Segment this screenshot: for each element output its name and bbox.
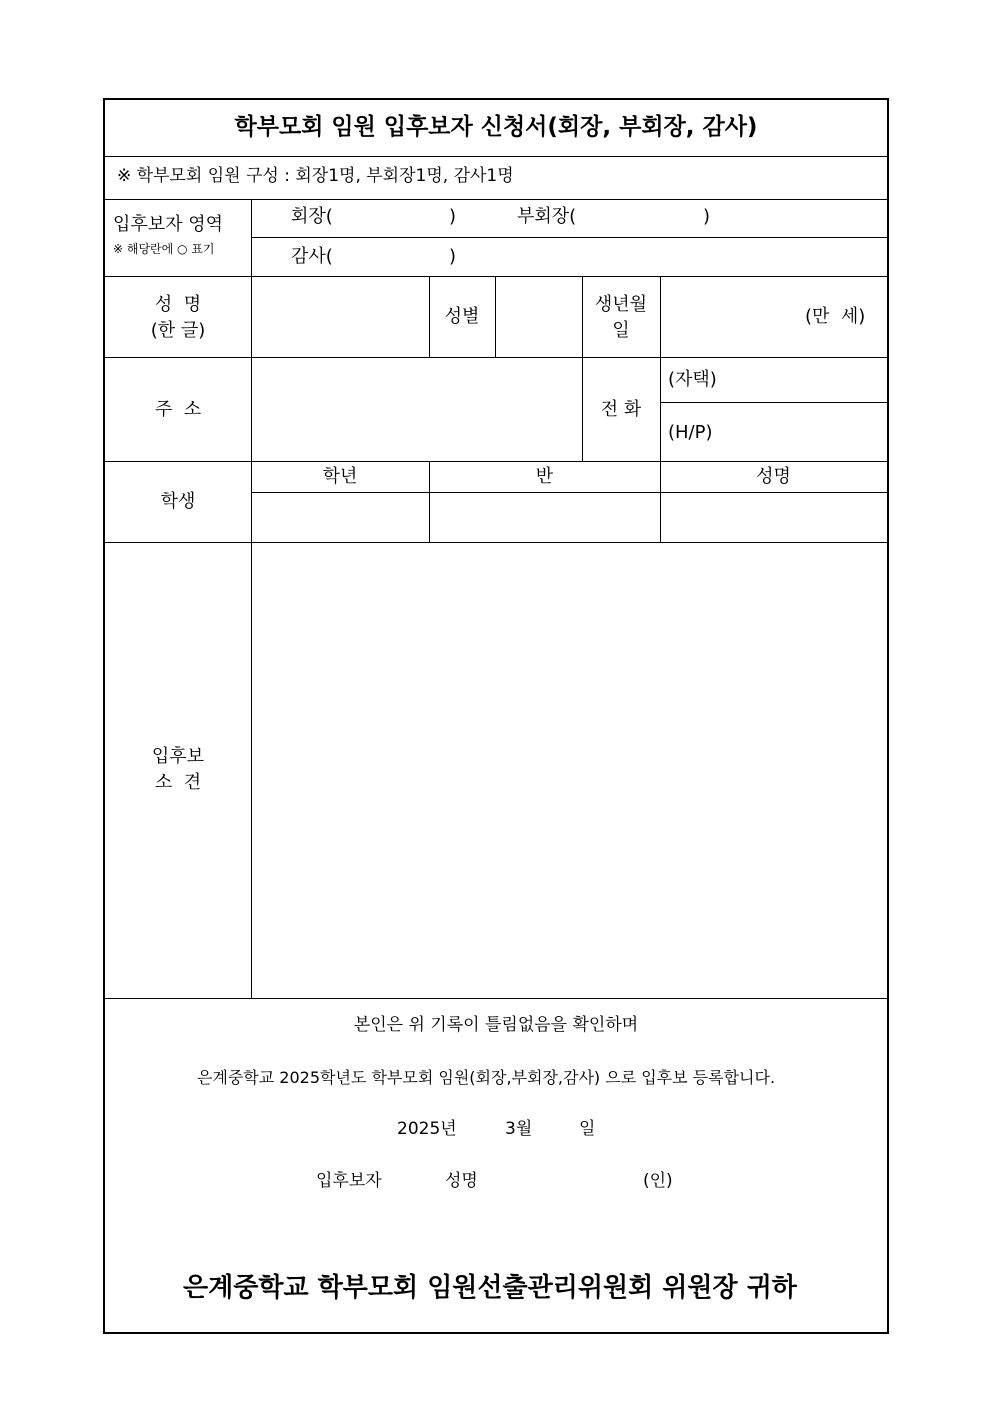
- opinion-field[interactable]: [252, 543, 887, 998]
- age-label[interactable]: (만 세): [805, 306, 866, 327]
- rule: [105, 199, 887, 200]
- address-field[interactable]: [252, 358, 582, 461]
- rule: [105, 461, 887, 462]
- mobile-phone-field[interactable]: (H/P): [668, 422, 713, 443]
- date-year: 2025년: [397, 1119, 457, 1139]
- addressee: 은계중학교 학부모회 임원선출관리위원회 위원장 귀하: [183, 1273, 797, 1303]
- applicant-name-label: 성명: [445, 1171, 478, 1191]
- birth-label: 생년월: [594, 294, 648, 315]
- rule: [660, 276, 661, 461]
- applicant-label: 입후보자: [316, 1171, 382, 1191]
- vice-close: ): [703, 206, 711, 227]
- area-note: ※ 해당란에 ○ 표기: [113, 242, 215, 256]
- auditor-close: ): [449, 246, 457, 267]
- president-close: ): [449, 206, 457, 227]
- member-notice: ※ 학부모회 임원 구성 : 회장1명, 부회장1명, 감사1명: [117, 166, 514, 186]
- phone-label: 전 화: [600, 399, 642, 420]
- name-field[interactable]: [252, 277, 429, 357]
- home-phone-field[interactable]: (자택): [668, 369, 717, 390]
- application-form: [103, 98, 889, 1334]
- seal-mark: (인): [643, 1171, 673, 1191]
- date-month: 3월: [505, 1119, 533, 1139]
- form-title: 학부모회 임원 입후보자 신청서(회장, 부회장, 감사): [234, 114, 758, 140]
- confirm-line-2: 은계중학교 2025학년도 학부모회 임원(회장,부회장,감사) 으로 입후보 등록합니다.: [196, 1068, 776, 1087]
- area-label: 입후보자 영역: [113, 214, 224, 235]
- student-label: 학생: [160, 491, 196, 512]
- rule: [105, 998, 887, 999]
- rule: [251, 237, 887, 238]
- student-name-field[interactable]: [661, 493, 887, 542]
- rule: [661, 402, 887, 403]
- auditor-option[interactable]: 감사(: [291, 246, 333, 267]
- class-header: 반: [535, 466, 554, 487]
- president-option[interactable]: 회장(: [291, 206, 333, 227]
- vice-president-option[interactable]: 부회장(: [517, 206, 577, 227]
- gender-label: 성별: [444, 306, 480, 327]
- birth-label-2: 일: [612, 320, 630, 341]
- opinion-label-2: 소 견: [154, 772, 202, 793]
- opinion-label: 입후보: [151, 746, 205, 767]
- address-label: 주 소: [154, 399, 202, 420]
- grade-header: 학년: [322, 466, 358, 487]
- name-label: 성 명: [154, 294, 202, 315]
- class-field[interactable]: [430, 493, 660, 542]
- date-day: 일: [579, 1119, 596, 1139]
- rule: [105, 156, 887, 157]
- student-name-header: 성명: [756, 466, 791, 487]
- confirm-line-1: 본인은 위 기록이 틀림없음을 확인하며: [353, 1015, 639, 1035]
- grade-field[interactable]: [252, 493, 429, 542]
- gender-field[interactable]: [496, 277, 582, 357]
- name-label-korean: (한 글): [150, 320, 206, 341]
